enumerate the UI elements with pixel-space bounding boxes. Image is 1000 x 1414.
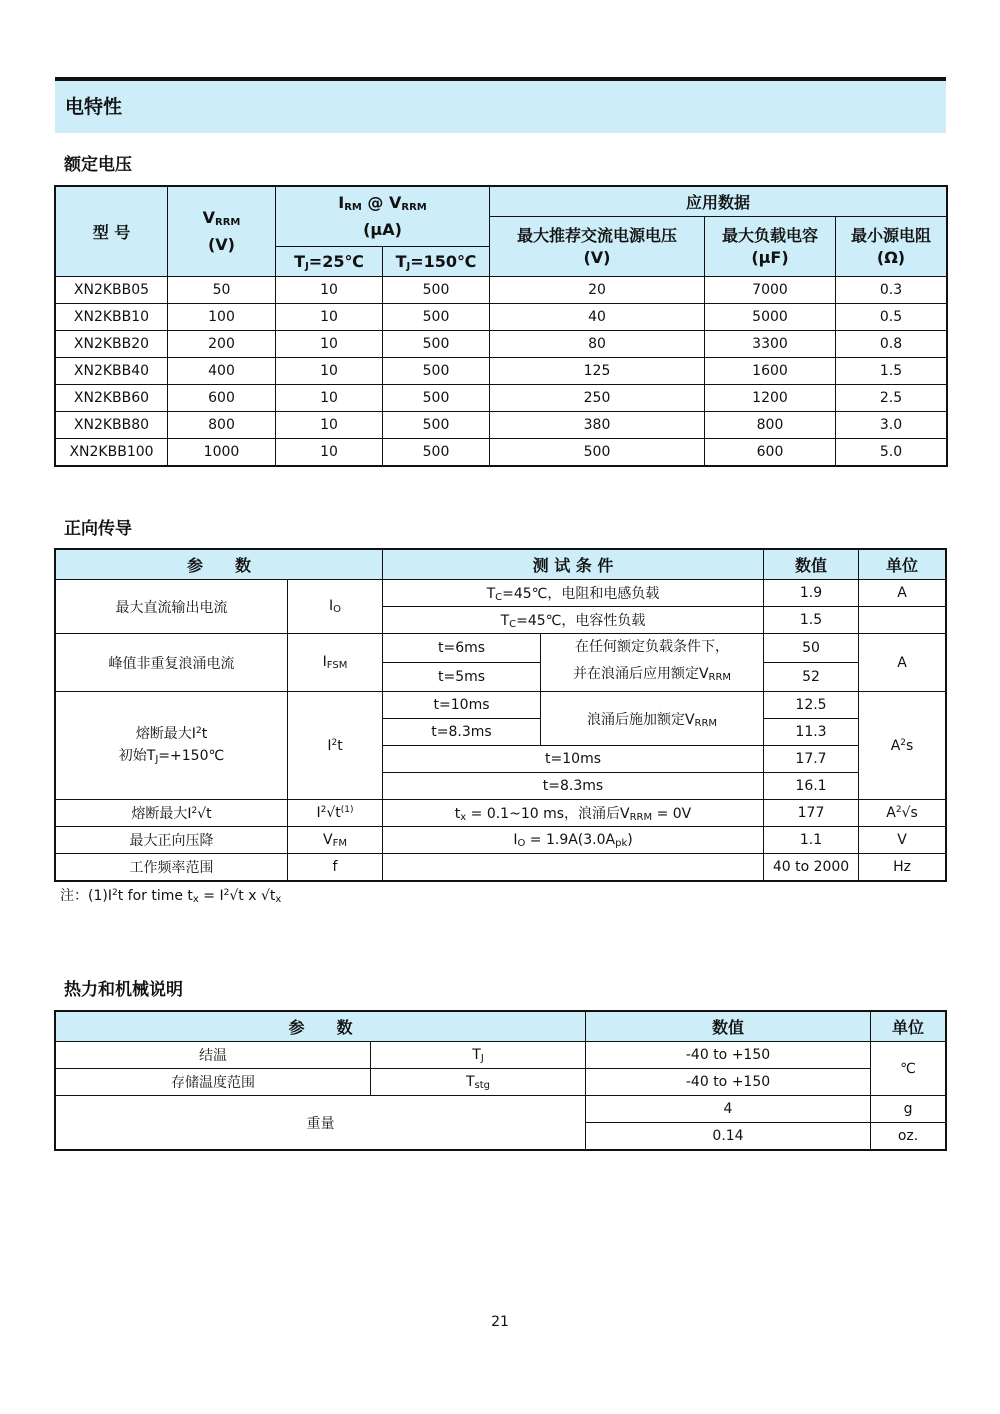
- cell-cap: 1600: [705, 358, 836, 385]
- cell-res: 3.0: [836, 412, 947, 439]
- tj-value: -40 to +150: [586, 1042, 871, 1069]
- i2t-value-2: 11.3: [764, 719, 859, 746]
- cell-vrrm: 200: [168, 331, 276, 358]
- header-model: 型 号: [56, 187, 168, 277]
- weight-unit-2: oz.: [871, 1123, 946, 1150]
- cell-cap: 800: [705, 412, 836, 439]
- cell-cap: 5000: [705, 304, 836, 331]
- cell-model: XN2KBB100: [56, 439, 168, 466]
- header-unit: 单位: [859, 550, 946, 580]
- cell-i150: 500: [383, 331, 490, 358]
- thermal-mechanical-subtitle: 热力和机械说明: [64, 980, 183, 1000]
- io-unit-empty: [859, 607, 946, 634]
- tj-symbol: $T_J$: [371, 1042, 586, 1069]
- header-test-condition: 测 试 条 件: [383, 550, 764, 580]
- cell-cap: 7000: [705, 277, 836, 304]
- header-tj-25: $T_J=25℃$: [276, 247, 383, 277]
- cell-i150: 500: [383, 385, 490, 412]
- cell-cap: 3300: [705, 331, 836, 358]
- header-param: 参 数: [56, 550, 383, 580]
- forward-conduction-table: [55, 549, 946, 881]
- i2t-symbol: $I^2t$: [288, 692, 383, 800]
- io-value-1: 1.9: [764, 580, 859, 607]
- table-row: [56, 331, 947, 358]
- cell-res: 1.5: [836, 358, 947, 385]
- vfm-unit: V: [859, 827, 946, 854]
- ifsm-time-1: t=6ms: [383, 634, 541, 663]
- cell-i150: 500: [383, 277, 490, 304]
- rated-voltage-subtitle: 额定电压: [64, 155, 132, 175]
- io-condition-2: $T_C=45℃$，电容性负载: [383, 607, 764, 634]
- freq-name: 工作频率范围: [56, 854, 288, 881]
- cell-model: XN2KBB60: [56, 385, 168, 412]
- tj-name: 结温: [56, 1042, 371, 1069]
- header-irm: $I_{RM}$ @ $V_{RRM}$ (μA): [276, 187, 490, 247]
- freq-unit: Hz: [859, 854, 946, 881]
- i2t-time-3: t=10ms: [383, 746, 764, 773]
- forward-conduction-subtitle: 正向传导: [64, 519, 132, 539]
- weight-name: 重量: [56, 1096, 586, 1150]
- cell-vrrm: 400: [168, 358, 276, 385]
- cell-model: XN2KBB05: [56, 277, 168, 304]
- table-row: [56, 304, 947, 331]
- i2rt-name: 熔断最大$I^2√t$: [56, 800, 288, 827]
- cell-vrrm: 100: [168, 304, 276, 331]
- freq-condition: [383, 854, 764, 881]
- page-number: 21: [491, 1314, 509, 1330]
- io-condition-1: $T_C=45℃$，电阻和电感负载: [383, 580, 764, 607]
- cell-res: 0.8: [836, 331, 947, 358]
- cell-vrrm: 800: [168, 412, 276, 439]
- footnote: 注：$(1)I^2t$ for time $t_x = I^2√t$ x $√t_x$: [60, 888, 282, 905]
- weight-value-2: 0.14: [586, 1123, 871, 1150]
- cell-vrrm: 600: [168, 385, 276, 412]
- header-max-ac-voltage: 最大推荐交流电源电压 (V): [490, 217, 705, 277]
- tstg-value: -40 to +150: [586, 1069, 871, 1096]
- i2rt-value: 177: [764, 800, 859, 827]
- thermal-header-param: 参 数: [56, 1012, 586, 1042]
- rated-voltage-table: [55, 186, 947, 466]
- section-title: 电特性: [55, 81, 946, 133]
- table-row: [56, 412, 947, 439]
- io-unit: A: [859, 580, 946, 607]
- cell-vrrm: 50: [168, 277, 276, 304]
- cell-i25: 10: [276, 385, 383, 412]
- cell-i25: 10: [276, 439, 383, 466]
- ifsm-condition: 在任何额定负载条件下， 并在浪涌后应用额定$V_{RRM}$: [541, 634, 764, 692]
- i2t-name: 熔断最大$I^2t$ 初始$T_J=+150℃$: [56, 692, 288, 800]
- header-max-load-capacitance: 最大负载电容 (μF): [705, 217, 836, 277]
- header-application-data: 应用数据: [490, 187, 947, 217]
- cell-vac: 500: [490, 439, 705, 466]
- weight-value-1: 4: [586, 1096, 871, 1123]
- cell-res: 2.5: [836, 385, 947, 412]
- i2t-value-3: 17.7: [764, 746, 859, 773]
- io-symbol: $I_O$: [288, 580, 383, 634]
- cell-i150: 500: [383, 412, 490, 439]
- cell-i25: 10: [276, 358, 383, 385]
- cell-vac: 250: [490, 385, 705, 412]
- freq-value: 40 to 2000: [764, 854, 859, 881]
- i2t-time-4: t=8.3ms: [383, 773, 764, 800]
- i2rt-symbol: $I^2√t^{(1)}$: [288, 800, 383, 827]
- table-row: [56, 358, 947, 385]
- i2rt-unit: $A^2√s$: [859, 800, 946, 827]
- temp-unit: ℃: [871, 1042, 946, 1096]
- i2t-value-4: 16.1: [764, 773, 859, 800]
- cell-i150: 500: [383, 439, 490, 466]
- freq-symbol: f: [288, 854, 383, 881]
- vfm-name: 最大正向压降: [56, 827, 288, 854]
- header-vrrm: $V_{RRM}$ (V): [168, 187, 276, 277]
- io-value-2: 1.5: [764, 607, 859, 634]
- cell-model: XN2KBB10: [56, 304, 168, 331]
- tstg-name: 存储温度范围: [56, 1069, 371, 1096]
- cell-vac: 125: [490, 358, 705, 385]
- cell-i150: 500: [383, 304, 490, 331]
- cell-i25: 10: [276, 277, 383, 304]
- table-row: [56, 277, 947, 304]
- ifsm-name: 峰值非重复浪涌电流: [56, 634, 288, 692]
- table-row: [56, 439, 947, 466]
- weight-unit-1: g: [871, 1096, 946, 1123]
- cell-model: XN2KBB80: [56, 412, 168, 439]
- cell-vac: 20: [490, 277, 705, 304]
- thermal-header-value: 数值: [586, 1012, 871, 1042]
- ifsm-time-2: t=5ms: [383, 663, 541, 692]
- cell-vac: 80: [490, 331, 705, 358]
- cell-i25: 10: [276, 304, 383, 331]
- vfm-condition: $I_O = 1.9A(3.0A_{pk})$: [383, 827, 764, 854]
- cell-vrrm: 1000: [168, 439, 276, 466]
- i2t-unit: $A^2s$: [859, 692, 946, 800]
- i2t-time-2: t=8.3ms: [383, 719, 541, 746]
- cell-i25: 10: [276, 331, 383, 358]
- ifsm-value-1: 50: [764, 634, 859, 663]
- ifsm-symbol: $I_{FSM}$: [288, 634, 383, 692]
- header-tj-150: $T_J=150℃$: [383, 247, 490, 277]
- cell-res: 0.5: [836, 304, 947, 331]
- tstg-symbol: $T_{stg}$: [371, 1069, 586, 1096]
- i2rt-condition: $t_x$ = 0.1~10 ms，浪涌后$V_{RRM} = 0V$: [383, 800, 764, 827]
- cell-res: 0.3: [836, 277, 947, 304]
- cell-cap: 600: [705, 439, 836, 466]
- i2t-value-1: 12.5: [764, 692, 859, 719]
- cell-i25: 10: [276, 412, 383, 439]
- cell-vac: 380: [490, 412, 705, 439]
- i2t-condition: 浪涌后施加额定$V_{RRM}$: [541, 692, 764, 746]
- vfm-value: 1.1: [764, 827, 859, 854]
- header-min-source-resistance: 最小源电阻 (Ω): [836, 217, 947, 277]
- ifsm-value-2: 52: [764, 663, 859, 692]
- cell-model: XN2KBB20: [56, 331, 168, 358]
- cell-res: 5.0: [836, 439, 947, 466]
- i2t-time-1: t=10ms: [383, 692, 541, 719]
- header-value: 数值: [764, 550, 859, 580]
- table-row: [56, 385, 947, 412]
- io-name: 最大直流输出电流: [56, 580, 288, 634]
- cell-cap: 1200: [705, 385, 836, 412]
- thermal-header-unit: 单位: [871, 1012, 946, 1042]
- vfm-symbol: $V_{FM}$: [288, 827, 383, 854]
- cell-model: XN2KBB40: [56, 358, 168, 385]
- ifsm-unit: A: [859, 634, 946, 692]
- cell-vac: 40: [490, 304, 705, 331]
- cell-i150: 500: [383, 358, 490, 385]
- thermal-mechanical-table: [55, 1011, 946, 1150]
